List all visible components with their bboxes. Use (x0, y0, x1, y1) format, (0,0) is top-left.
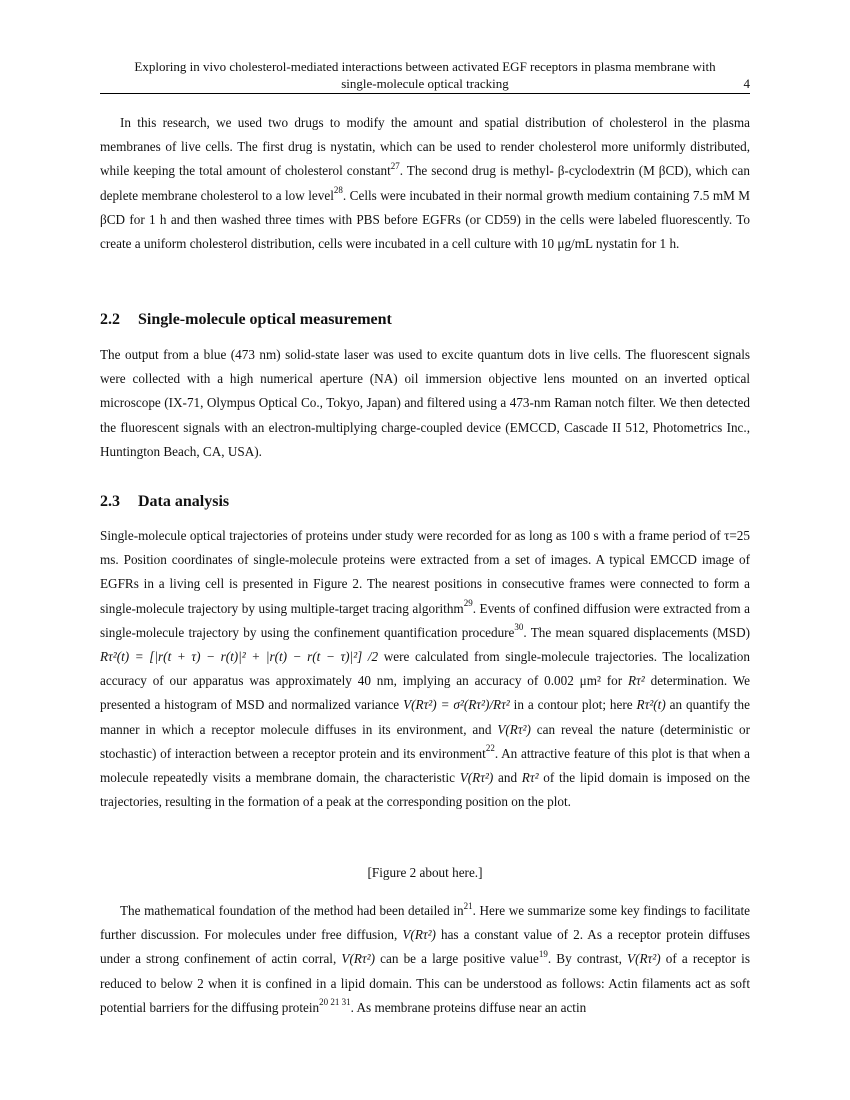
citation[interactable]: 22 (485, 743, 495, 754)
intro-paragraph: In this research, we used two drugs to modify the amount and spatial distribution of cholesterol in the plasma membranes of live cells. The first drug is nystatin, which can be used to render cholesterol more uniformly distributed, while keeping the total amount of cholesterol constant$^{27}$. The second drug is methyl- β-cyclodextrin (M βCD), which can deplete membrane cholesterol to a low level$^{28}$. Cells were incubated in their normal growth medium containing 7.5 mM M βCD for 1 h and then washed three times with PBS before EGFRs (or CD59) in the cells were labeled fluorescently. To create a uniform cholesterol distribution, cells were incubated in a cell culture with 10 μg/mL nystatin for 1 h. (100, 115, 750, 252)
figure-placeholder: [Figure 2 about here.] (367, 865, 483, 880)
math-vr: V(Rτ²) (497, 721, 531, 737)
page-number: 4 (743, 76, 750, 91)
citation[interactable]: 30 (514, 622, 524, 633)
section-2-3-paragraph: Single-molecule optical trajectories of proteins under study were recorded for as long as 100 s with a frame period of τ=25 ms. Position coordinates of single-molecule proteins were extracted from a set of images. A typical EMCCD image of EGFRs in a living cell is presented in Figure 2. The nearest positions in consecutive frames were connected to form a single-molecule trajectory by using multiple-target tracing algorithm$^{29}$. Events of confined diffusion were extracted from a single-molecule trajectory by using the confinement quantification procedure$^{30}$. The mean squared displacements (MSD) Rτ²(t) = [|r(t + τ) − r(t)|² + |r(t) − r(t − τ)|²] /2 were calculated from single-molecule trajectories. The localization accuracy of our apparatus was approximately 40 nm, implying an accuracy of 0.002 μm² for Rτ² determination. We presented a histogram of MSD and normalized variance V(Rτ²) = σ²(Rτ²)/Rτ² in a contour plot; here Rτ²(t) an quantify the manner in which a receptor molecule diffuses in its environment, and V(Rτ²) can reveal the nature (deterministic or stochastic) of interaction between a receptor protein and its environment$^{22}$. An attractive feature of this plot is that when a molecule repeatedly visits a membrane domain, the characteristic V(Rτ²) and Rτ² of the lipid domain is imposed on the trajectories, resulting in the formation of a peak at the corresponding position on the plot. (100, 528, 751, 810)
citation[interactable]: 27 (390, 161, 400, 172)
citation[interactable]: 29 (463, 598, 473, 609)
section-number: 2.2 (100, 311, 120, 328)
section-heading-2-3 (100, 492, 750, 512)
citation[interactable]: 21 (463, 900, 473, 911)
header-title-line1: Exploring in vivo cholesterol-mediated interactions between activated EGF receptors in plasma membrane with (134, 59, 716, 74)
section-2-2-paragraph: The output from a blue (473 nm) solid-state laser was used to excite quantum dots in live cells. The fluorescent signals were collected with a high numerical aperture (NA) oil immersion objective lens mounted on an inverted optical microscope (IX-71, Olympus Optical Co., Tokyo, Japan) and filtered using a 473-nm Raman notch filter. We then detected the fluorescent signals with an electron-multiplying charge-coupled device (EMCCD, Cascade II 512, Photometrics Inc., Huntington Beach, CA, USA). (100, 347, 750, 459)
math-vr: V(Rτ²) (402, 927, 436, 943)
running-header (100, 58, 750, 92)
citation[interactable]: 19 (538, 949, 548, 960)
section-title: Data analysis (138, 493, 230, 510)
math-vr: V(Rτ²) (459, 770, 494, 786)
math-rt2: Rτ² (628, 673, 645, 689)
section-2-3-paragraph-2: The mathematical foundation of the method had been detailed $in^{21}$. Here we summarize some key findings to facilitate further discussion. For molecules under free diffusion, V(Rτ²) has a constant value of 2. As a receptor protein diffuses under a strong confinement of actin corral, V(Rτ²) can be a large positive value$^{19}$. By contrast, V(Rτ²) of a receptor is reduced to below 2 when it is confined in a lipid domain. This can be understood as follows: Actin filaments act as soft potential barriers for the diffusing protein$^{20 21 31}$. As membrane proteins diffuse near an actin (100, 900, 751, 1015)
variance-formula: V(Rτ²) = σ²(Rτ²)/Rτ² (403, 697, 510, 713)
citation[interactable]: 28 (333, 185, 343, 196)
citation[interactable]: 20 21 31 (319, 997, 351, 1008)
msd-formula: Rτ²(t) = [|r(t + τ) − r(t)|² + |r(t) − r(t − τ)|²] /2 (100, 649, 379, 665)
math-rt2t: Rτ²(t) (636, 697, 666, 713)
math-rt2: Rτ² (521, 770, 539, 786)
math-vr: V(Rτ²) (627, 951, 661, 967)
section-title: Single-molecule optical measurement (138, 311, 392, 328)
header-title-line2: single-molecule optical tracking (341, 76, 509, 91)
header-rule (100, 93, 750, 94)
section-heading-2-2 (100, 310, 750, 330)
section-number: 2.3 (100, 493, 120, 510)
math-vr: V(Rτ²) (341, 951, 375, 967)
